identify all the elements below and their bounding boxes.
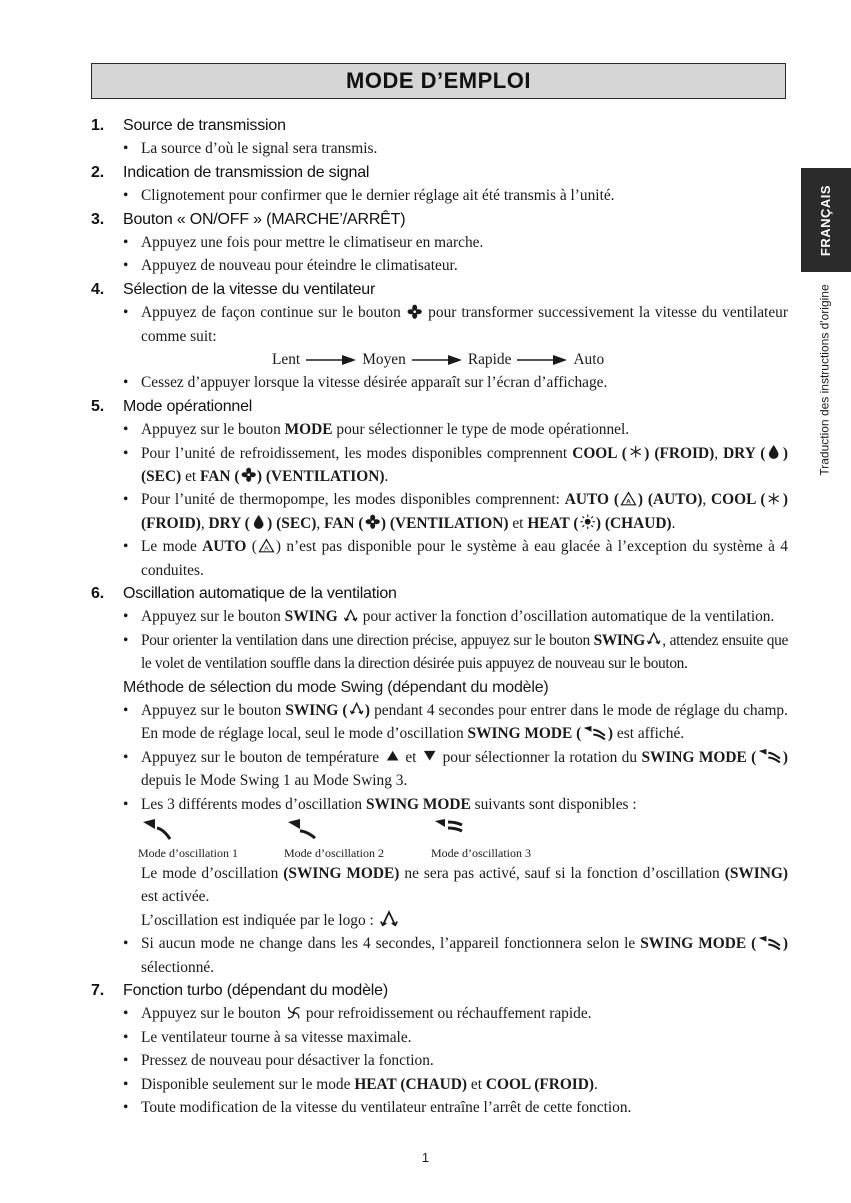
fan-speed-sequence: Lent Moyen Rapide Auto	[272, 351, 605, 368]
bullet-item: • Le mode AUTO ( A ) n’est pas disponible pour le système à eau glacée à l’exception du système à 4 conduites.	[91, 535, 788, 582]
section-heading: 2. Indication de transmission de signal	[91, 163, 370, 181]
bullet-item: • Disponible seulement sur le mode HEAT (CHAUD) et COOL (FROID).	[91, 1073, 788, 1096]
bullet-item: • Appuyez sur le bouton SWING pour activer la fonction d’oscillation automatique de la ventilation.	[91, 605, 788, 628]
sun-icon	[580, 514, 595, 529]
swing-icon	[343, 608, 358, 623]
bullet-item: • Toute modification de la vitesse du ventilateur entraîne l’arrêt de cette fonction.	[91, 1096, 788, 1119]
language-tab-label: FRANÇAIS	[818, 184, 834, 256]
swing-mode-icon	[757, 935, 782, 950]
side-note-text: Traduction des instructions d'origine	[818, 284, 832, 476]
svg-text:A: A	[264, 545, 269, 553]
bullet-item: • Cessez d’appuyer lorsque la vitesse désirée apparaît sur l’écran d’affichage.	[91, 371, 788, 394]
fan-icon	[407, 304, 422, 319]
swing-icon	[379, 909, 399, 929]
section-heading: 5. Mode opérationnel	[91, 397, 253, 415]
svg-text:A: A	[626, 498, 631, 506]
swing-mode-icon	[757, 748, 782, 763]
page-number: 1	[421, 1150, 430, 1165]
bullet-item: • Pour l’unité de thermopompe, les modes disponibles comprennent: AUTO ( A ) (AUTO), COOL ( ) (FROID), DRY ( ) (SEC), FAN ( ) (VENTILATION) et HEAT ( ) (CHAUD).	[91, 488, 788, 535]
triangle-up-icon	[385, 748, 400, 763]
page-title-box	[91, 63, 786, 99]
bullet-item: • La source d’où le signal sera transmis.	[91, 137, 788, 160]
swing-mode-icon	[582, 725, 607, 740]
bullet-item: • Si aucun mode ne change dans les 4 secondes, l’appareil fonctionnera selon le SWING MODE ( ) sélectionné.	[91, 932, 788, 979]
fan-icon	[241, 467, 256, 482]
section-heading: 6. Oscillation automatique de la ventilation	[91, 585, 397, 603]
swing-mode-labels	[91, 846, 788, 862]
triangle-down-icon	[422, 748, 437, 763]
snowflake-icon	[628, 444, 643, 459]
swing-mode-1-icon	[141, 816, 171, 844]
swing-mode-3-icon	[433, 816, 463, 844]
language-tab	[801, 168, 851, 272]
bullet-item: • Pressez de nouveau pour désactiver la fonction.	[91, 1049, 788, 1072]
arrow-right-icon	[412, 355, 462, 365]
bullet-item: • Pour l’unité de refroidissement, les modes disponibles comprennent COOL ( ) (FROID), DRY ( ) (SEC) et FAN ( ) (VENTILATION).	[91, 442, 788, 489]
swing-mode-2-icon	[286, 816, 316, 844]
snowflake-icon	[766, 491, 781, 506]
bullet-item: • Appuyez de façon continue sur le bouton pour transformer successivement la vitesse du ventilateur comme suit:	[91, 301, 788, 348]
bullet-item: • Appuyez de nouveau pour éteindre le climatisateur.	[91, 254, 788, 277]
instructions-body	[91, 114, 788, 1120]
section-heading: 4. Sélection de la vitesse du ventilateur	[91, 280, 376, 298]
bullet-item: • Les 3 différents modes d’oscillation SWING MODE suivants sont disponibles :	[91, 793, 788, 816]
bullet-item: • Appuyez une fois pour mettre le climatiseur en marche.	[91, 231, 788, 254]
turbo-icon	[286, 1005, 301, 1020]
bullet-item: • Appuyez sur le bouton MODE pour sélectionner le type de mode opérationnel.	[91, 418, 788, 441]
section-heading: 1. Source de transmission	[91, 117, 286, 134]
swing-mode-label: Mode d’oscillation 1	[138, 846, 238, 861]
subsection-heading: Méthode de sélection du mode Swing (dépendant du modèle)	[123, 678, 549, 696]
bullet-item: • Appuyez sur le bouton de température et pour sélectionner la rotation du SWING MODE ( ) depuis le Mode Swing 1 au Mode Swing 3.	[91, 746, 788, 793]
paragraph: Le mode d’oscillation (SWING MODE) ne sera pas activé, sauf si la fonction d’oscillation (SWING) est activée.	[141, 865, 788, 906]
side-note	[805, 280, 845, 480]
swing-mode-label: Mode d’oscillation 2	[284, 846, 384, 861]
section-heading: 7. Fonction turbo (dépendant du modèle)	[91, 982, 388, 1000]
swing-modes-illustration	[91, 816, 788, 846]
bullet-item: • Pour orienter la ventilation dans une direction précise, appuyez sur le bouton SWING , attendez ensuite que le volet de ventilation souffle dans la direction désirée puis appuyez de nouveau sur le bouton.	[91, 629, 788, 676]
water-drop-icon	[766, 444, 781, 459]
swing-icon	[349, 701, 364, 716]
auto-mode-icon	[620, 491, 637, 506]
bullet-item: • Appuyez sur le bouton SWING ( ) pendant 4 secondes pour entrer dans le mode de réglage du champ. En mode de réglage local, seul le mode d’oscillation SWING MODE ( ) est affiché.	[91, 699, 788, 746]
water-drop-icon	[251, 514, 266, 529]
arrow-right-icon	[517, 355, 567, 365]
section-heading: 3. Bouton « ON/OFF » (MARCHE’/ARRÊT)	[91, 210, 406, 228]
swing-icon	[646, 631, 661, 646]
fan-icon	[365, 514, 380, 529]
bullet-item: • Appuyez sur le bouton pour refroidissement ou réchauffement rapide.	[91, 1002, 788, 1025]
bullet-item: • Clignotement pour confirmer que le dernier réglage ait été transmis à l’unité.	[91, 184, 788, 207]
paragraph: L’oscillation est indiquée par le logo :	[91, 909, 788, 932]
bullet-item: • Le ventilateur tourne à sa vitesse maximale.	[91, 1026, 788, 1049]
page-title: MODE D’EMPLOI	[346, 68, 531, 93]
auto-mode-icon	[258, 538, 275, 553]
arrow-right-icon	[306, 355, 356, 365]
swing-mode-label: Mode d’oscillation 3	[431, 846, 531, 861]
